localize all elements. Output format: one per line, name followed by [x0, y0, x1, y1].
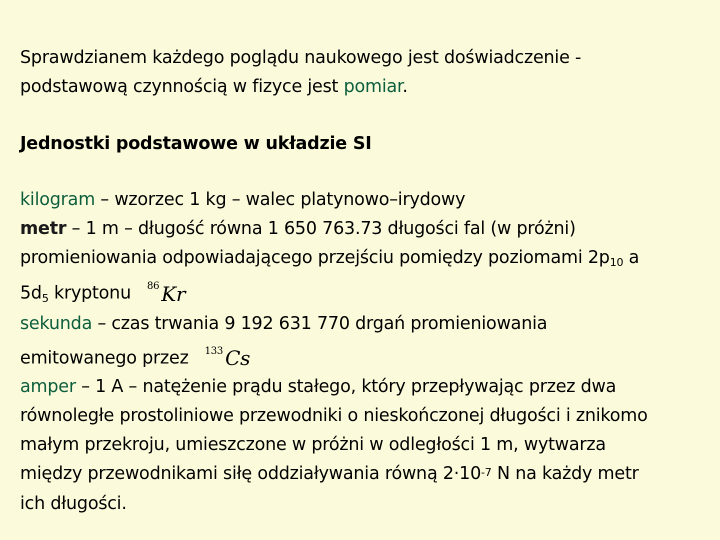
subscript-10: 10 [609, 256, 624, 269]
units-list [20, 186, 710, 519]
isotope-krypton [147, 282, 185, 306]
unit-name-metr: metr [20, 219, 67, 239]
isotope-kr-mass: 86 [146, 281, 160, 292]
isotope-kr-symbol: Kr [161, 281, 186, 306]
unit-desc-amper-1: – 1 A – natężenie prądu stałego, który przepływając przez dwa [75, 377, 617, 398]
section-heading: Jednostki podstawowe w układzie SI [20, 134, 372, 154]
superscript-minus-7: -7 [481, 466, 492, 480]
isotope-cs-symbol: Cs [225, 346, 251, 371]
keyword-pomiar: pomiar [343, 77, 403, 97]
intro-line-2-end: . [402, 77, 408, 97]
unit-desc-sekunda-1: – czas trwania 9 192 631 770 drgań promieniowania [92, 313, 548, 334]
unit-desc-amper-2: równoległe prostoliniowe przewodniki o nieskończonej długości i znikomo [20, 406, 648, 427]
intro-line-1: Sprawdzianem każdego poglądu naukowego jest doświadczenie - [20, 48, 582, 68]
isotope-cs-mass: 133 [204, 345, 224, 357]
unit-name-sekunda: sekunda [20, 313, 93, 334]
isotope-cesium [205, 346, 251, 370]
intro-line-2: podstawową czynnością w fizyce jest [20, 77, 344, 97]
unit-desc-metr-1: – 1 m – długość równa 1 650 763.73 długości fal (w próżni) [66, 219, 576, 239]
unit-desc-amper-4: między przewodnikami siłę oddziaływania równą 2·10 [20, 464, 482, 485]
unit-desc-metr-4: 5d [20, 283, 42, 304]
unit-desc-amper-3: małym przekroju, umieszczone w próżni w odległości 1 m, wytwarza [20, 435, 606, 456]
unit-name-kilogram: kilogram [20, 190, 96, 210]
unit-name-amper: amper [20, 377, 76, 398]
unit-desc-metr-2: promieniowania odpowiadającego przejściu pomiędzy poziomami 2p [20, 248, 610, 268]
unit-desc-sekunda-2: emitowanego przez [20, 348, 189, 369]
subscript-5: 5 [41, 291, 49, 305]
unit-desc-amper-6: ich długości. [20, 494, 127, 515]
unit-desc-metr-5: kryptonu [48, 283, 131, 304]
unit-desc-amper-5: N na każdy metr [491, 464, 639, 485]
unit-desc-metr-3: a [623, 248, 640, 268]
intro-paragraph [20, 44, 710, 102]
unit-desc-kilogram: – wzorzec 1 kg – walec platynowo–irydowy [95, 190, 466, 210]
